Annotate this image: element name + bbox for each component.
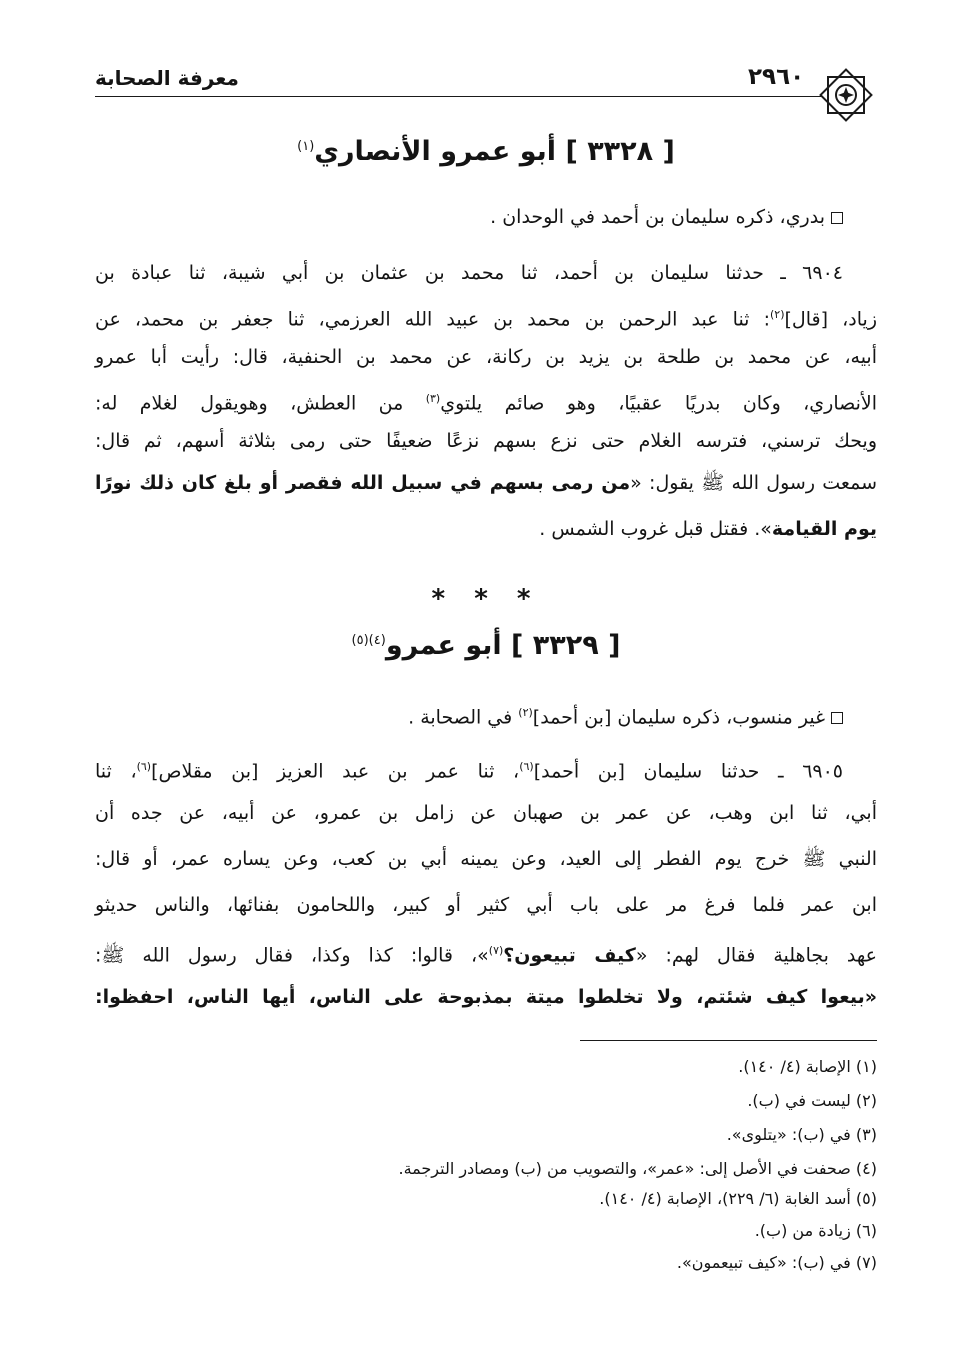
text-line: أبي، ثنا ابن وهب، عن عمر بن صهبان عن زامل بن عمرو، عن أبيه، عن جده أن [95,802,877,824]
entry-intro: بدري، ذكره سليمان بن أحمد في الوحدان . [95,200,843,234]
footnote: (٢) ليست في (ب). [747,1091,877,1110]
text-line: زياد، [قال]$^{(٢)}$: ثنا عبد الرحمن بن محمد بن عبيد الله العرزمي، ثنا جعفر بن محمد، عن [95,308,877,331]
entry-title-text: [ ٣٣٢٩ ] أبو عمرو [385,630,621,661]
footnote-ref: (٣) [425,392,441,405]
footnote: (٦) زيادة من (ب). [754,1221,877,1240]
footnote-ref: (٦) [136,760,152,773]
bullet-box-icon [831,212,843,224]
page-number: ٢٩٦٠ [748,64,805,90]
text-line: ٦٩٠٤ ـ حدثنا سليمان بن أحمد، ثنا محمد بن عثمان بن أبي شيبة، ثنا عبادة بن [95,262,843,284]
text-line [95,980,877,1014]
text-line: ويحك ترسني، فترسه الغلام حتى نزع بسهم نزعًا ضعيفًا حتى رمى بثلاثة أسهم، ثم قال: [95,430,877,452]
text-line: سمعت رسول الله ﷺ يقول: «من رمى بسهم في سبيل الله فقصر أو بلغ كان ذلك نورًا [95,472,878,494]
footnote-ref: (١) [297,139,315,154]
footnote-ref: (٦) [519,760,534,773]
footnote-ref: (٤)(٥) [351,633,386,648]
running-title: معرفة الصحابة [95,66,239,90]
text-line: عهد بجاهلية فقال لهم: «كيف تبيعون؟$^{(٧)}$»، قالوا: كذا وكذا، فقال رسول الله ﷺ: [95,944,877,967]
header-rule [95,96,821,97]
footnote-ref: (٢) [518,706,533,719]
footnote: (٥) أسد الغابة (٦/ ٢٢٩)، الإصابة (٤/ ١٤٠). [599,1189,877,1208]
footnote: (٤) صحفت في الأصل إلى: «عمر»، والتصويب من (ب) ومصادر الترجمة. [398,1159,877,1178]
text-line: الأنصاري، وكان بدريًا عقبيًا، وهو صائم يلتوي$^{(٣)}$ من العطش، وهويقول لغلام له: [95,392,878,415]
footnote-rule [580,1040,877,1041]
hadith-text: يوم القيامة [771,518,877,540]
hadith-text: من رمى بسهم في سبيل الله فقصر أو بلغ كان ذلك نورًا [95,472,631,494]
footnote-ref: (٧) [488,944,504,957]
footnote-ref: (٢) [770,308,785,321]
entry-title-3328 [95,136,877,167]
section-separator: * * * [431,584,541,614]
hadith-text: كيف تبيعون؟ [503,944,636,967]
ornament-icon [815,64,877,126]
text-line: يوم القيامة». فقتل قبل غروب الشمس . [539,518,877,540]
hadith-text: «بيعوا كيف شئتم، ولا تخلطوا ميتة بمذبوحة على الناس، أيها الناس، احفظوا: [95,986,877,1008]
footnote: (٣) في (ب): «يتلوى». [726,1125,877,1144]
footnote: (١) الإصابة (٤/ ١٤٠). [738,1057,877,1076]
entry-title-text: [ ٣٣٢٨ ] أبو عمرو الأنصاري [314,136,675,167]
entry-title-3329 [95,630,877,661]
text-line: ٦٩٠٥ ـ حدثنا سليمان [بن أحمد]$^{(٦)}$، ثنا عمر بن عبد العزيز [بن مقلاص]$^{(٦)}$، ثنا [95,760,844,783]
text-line: أبيه، عن محمد بن طلحة بن يزيد بن ركانة، عن محمد بن الحنفية، قال: رأيت أبا عمرو [95,346,877,368]
text-line: النبي ﷺ خرج يوم الفطر إلى العيد، وعن يمينه أبي بن كعب، وعن يساره عمر، أو قال: [95,848,877,870]
entry-intro: غير منسوب، ذكره سليمان [بن أحمد]$^{(٢)}$ في الصحابة . [95,696,843,734]
bullet-box-icon [831,712,843,724]
text-line: ابن عمر فلما فرغ مر على باب أبي كثير أو كبير، واللحامون بفنائها، والناس حديثو [95,894,877,916]
footnote: (٧) في (ب): «كيف تبيعمون». [676,1253,877,1272]
